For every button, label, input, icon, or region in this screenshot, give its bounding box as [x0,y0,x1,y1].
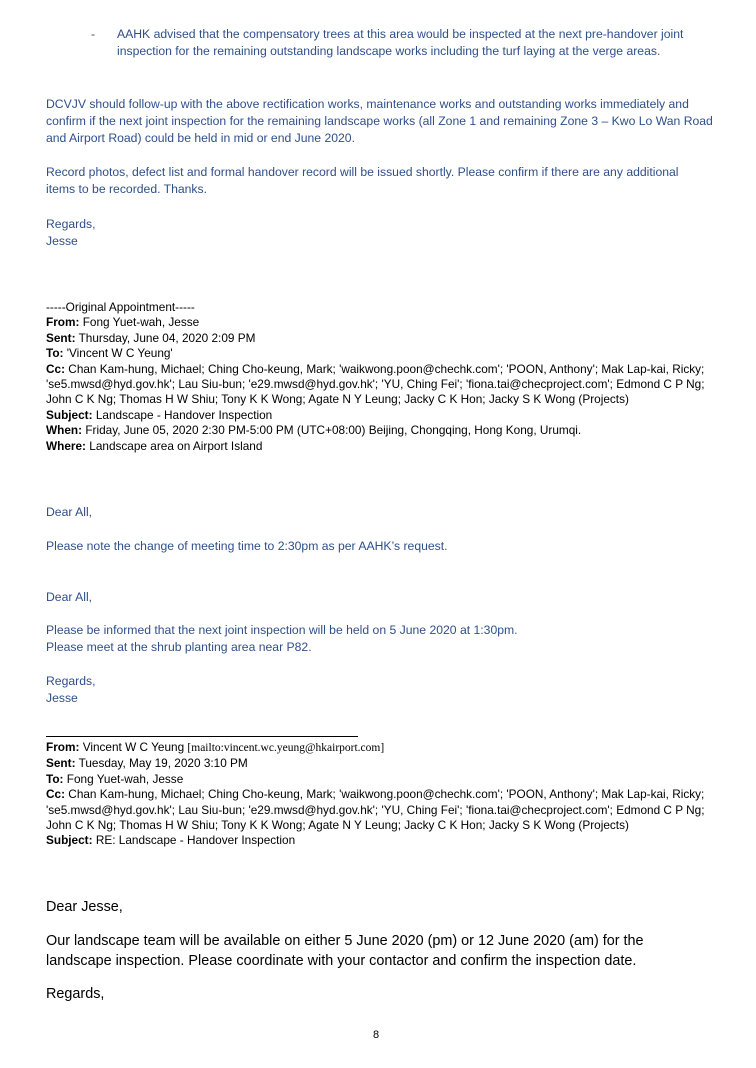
signature-name: Jesse [46,234,78,248]
final-body: Our landscape team will be available on either 5 June 2020 (pm) or 12 June 2020 (am) for the landscape inspection. Please coordinate with your contactor and confirm the inspection date. [46,933,644,969]
mailto-link[interactable]: [mailto:vincent.wc.yeung@hkairport.com] [187,742,385,754]
msg3-greeting: Dear All, [46,590,93,604]
reply-subject: Subject: RE: Landscape - Handover Inspection [46,833,296,848]
header-subject: Subject: Landscape - Handover Inspection [46,407,273,422]
msg3-body [46,622,518,656]
header-sent: Sent: Thursday, June 04, 2020 2:09 PM [46,330,256,345]
page-number: 8 [373,1029,380,1041]
header-to: To: 'Vincent W C Yeung' [46,346,173,361]
header-when: When: Friday, June 05, 2020 2:30 PM-5:00 PM (UTC+08:00) Beijing, Chongqing, Hong Kong, Urumqi. [46,423,582,438]
regards-text: Regards, [46,217,96,231]
header-cc: Cc: Chan Kam-hung, Michael; Ching Cho-keung, Mark; 'waikwong.poon@chechk.com'; 'POON, Anthony'; Mak Lap-kai, Ricky; 'se5.mwsd@hyd.gov.hk'; Lau Siu-bun; 'e29.mwsd@hyd.gov.hk'; 'YU, Ching Fei'; 'fiona.tai@checproject.com'; Edmond C P Ng; John C K Ng; Thomas H W Shiu; Tony K K Wong; Agate N Y Leung; Jacky C K Hon; Jacky S K Wong (Projects) [46,361,705,407]
reply-sent: Sent: Tuesday, May 19, 2020 3:10 PM [46,756,248,771]
signature-name-2: Jesse [46,691,78,705]
bullet-text: AAHK advised that the compensatory trees at this area would be inspected at the next pre-handover joint inspection for the remaining outstanding landscape works including the turf laying at the verge areas. [117,27,684,58]
header-where: Where: Landscape area on Airport Island [46,438,263,453]
reply-to: To: Fong Yuet-wah, Jesse [46,771,184,786]
reply-from: From: Vincent W C Yeung [mailto:vincent.wc.yeung@hkairport.com] [46,740,385,754]
final-greeting: Dear Jesse, [46,899,123,915]
signature-block [46,216,95,250]
msg2-greeting: Dear All, [46,505,93,519]
msg3-line1: Please be informed that the next joint inspection will be held on 5 June 2020 at 1:30pm. [46,623,518,637]
original-appointment-title: -----Original Appointment----- [46,300,195,314]
header-from: From: Fong Yuet-wah, Jesse [46,315,200,330]
followup-paragraph: DCVJV should follow-up with the above rectification works, maintenance works and outstanding works immediately and confirm if the next joint inspection for the remaining landscape works (all Zone 1 and remaining Zone 3 – Kwo Lo Wan Road and Airport Road) could be held in mid or end June 2020. [46,97,713,145]
record-paragraph: Record photos, defect list and formal handover record will be issued shortly. Please confirm if there are any additional items to be recorded. Thanks. [46,165,679,196]
msg3-line2: Please meet at the shrub planting area near P82. [46,640,312,654]
separator-line [46,736,358,737]
original-appointment-header [46,300,718,454]
reply-cc: Cc: Chan Kam-hung, Michael; Ching Cho-keung, Mark; 'waikwong.poon@chechk.com'; 'POON, Anthony'; Mak Lap-kai, Ricky; 'se5.mwsd@hyd.gov.hk'; Lau Siu-bun; 'e29.mwsd@hyd.gov.hk'; 'YU, Ching Fei'; 'fiona.tai@checproject.com'; Edmond C P Ng; John C K Ng; Thomas H W Shiu; Tony K K Wong; Agate N Y Leung; Jacky C K Hon; Jacky S K Wong (Projects) [46,787,705,833]
msg2-body: Please note the change of meeting time to 2:30pm as per AAHK’s request. [46,539,448,553]
bullet-dash: - [91,27,96,41]
regards-text-2: Regards, [46,674,96,688]
reply-header [46,740,718,849]
final-regards: Regards, [46,986,105,1002]
signature-block-2 [46,673,95,707]
bullet-item [91,26,721,60]
